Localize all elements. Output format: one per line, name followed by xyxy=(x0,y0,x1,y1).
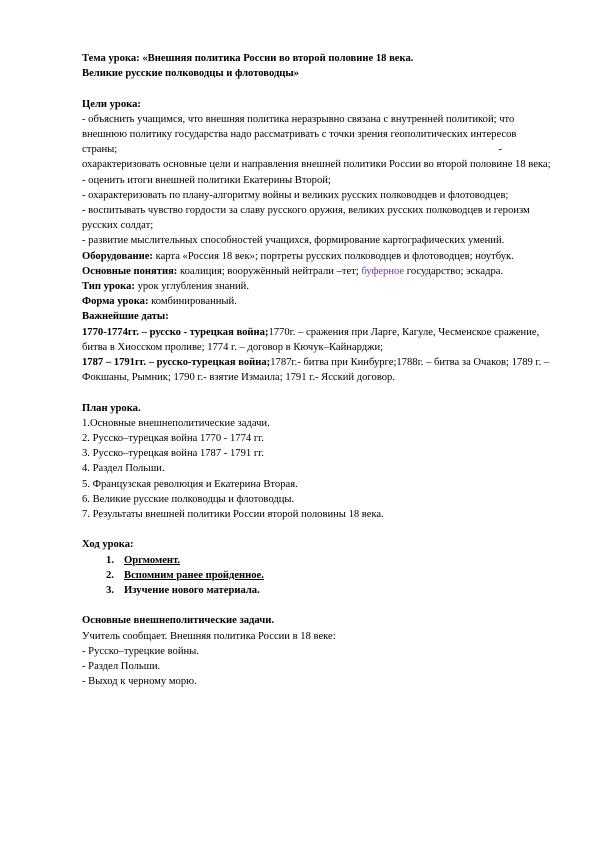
task-item: - Раздел Польши. xyxy=(82,661,161,673)
dates-heading: Важнейшие даты: xyxy=(82,311,169,323)
topic-title-line-1: «Внешняя политика России во второй половине 18 века. xyxy=(142,53,414,64)
goal-stray-dash: - xyxy=(498,144,502,156)
equipment-label: Оборудование: xyxy=(82,250,153,262)
lesson-form-line: Форма урока: комбинированный. xyxy=(82,296,237,308)
document-page xyxy=(82,51,552,689)
concepts-label: Основные понятия: xyxy=(82,265,178,277)
goal-item-6: - развитие мыслительных способностей учащихся, формирование картографических умений. xyxy=(82,235,505,247)
plan-item: 2. Русско–турецкая война 1770 - 1774 гг. xyxy=(82,433,264,445)
course-step-2: 2. Вспомним ранее пройденное. xyxy=(106,569,264,581)
course-step-3: 3. Изучение нового материала. xyxy=(106,585,260,597)
dates-war-1: 1770-1774гг. – русско - турецкая война;1770г. – сражения при Ларге, Кагуле, Чесменское сражение, битва в Хиосском проливе; 1774 г. – договор в Кючук–Кайнарджи; xyxy=(82,326,540,353)
lesson-type-line: Тип урока: урок углубления знаний. xyxy=(82,281,249,293)
topic-line-1 xyxy=(82,51,552,66)
plan-item: 5. Французская революция и Екатерина Вторая. xyxy=(82,478,298,490)
tasks-heading: Основные внешнеполитические задачи. xyxy=(82,615,274,627)
plan-item: 6. Великие русские полководцы и флотоводцы. xyxy=(82,493,295,505)
plan-item: 4. Раздел Польши. xyxy=(82,463,165,475)
plan-item: 1.Основные внешнеполитические задачи. xyxy=(82,417,270,429)
goal-item-4: - охарактеризовать по плану-алгоритму войны и великих русских полководцев и флотоводцев; xyxy=(82,189,509,201)
lesson-form-label: Форма урока: xyxy=(82,296,149,308)
goal-item-5: - воспитывать чувство гордости за славу русского оружия, великих русских полководцев и героизм русских солдат; xyxy=(82,205,530,232)
goal-item-1: - объяснить учащимся, что внешняя политика неразрывно связана с внутренней политикой; что внешнюю политику государства надо рассматривать с точки зрения геополитических интересов страны; - xyxy=(82,112,552,158)
equipment-text: карта «Россия 18 век»; портреты русских полководцев и флотоводцев; ноутбук. xyxy=(152,250,514,262)
tasks-intro: Учитель сообщает. Внешняя политика России в 18 веке: xyxy=(82,630,336,642)
course-heading: Ход урока: xyxy=(82,539,134,551)
goals-heading: Цели урока: xyxy=(82,98,141,110)
goal-item-2: охарактеризовать основные цели и направления внешней политики России во второй половине 18 века; xyxy=(82,159,551,171)
equipment-line xyxy=(82,249,552,264)
goal-item-3: - оценить итоги внешней политики Екатерины Второй; xyxy=(82,174,331,186)
plan-item: 7. Результаты внешней политики России второй половины 18 века. xyxy=(82,509,384,521)
topic-title-line-2: Великие русские полководцы и флотоводцы» xyxy=(82,68,299,80)
dates-war-2: 1787 – 1791гг. – русско-турецкая война;1787г.- битва при Кинбурге;1788г. – битва за Очаков; 1789 г. – Фокшаны, Рымник; 1790 г.- взятие Измаила; 1791 г.- Ясский договор. xyxy=(82,357,550,384)
topic-label: Тема урока: xyxy=(82,53,140,64)
lesson-type-label: Тип урока: xyxy=(82,281,135,293)
plan-heading: План урока. xyxy=(82,402,141,414)
concepts-highlight: буферное xyxy=(361,265,405,277)
task-item: - Русско–турецкие войны. xyxy=(82,645,199,657)
task-item: - Выход к черному морю. xyxy=(82,676,197,688)
course-steps xyxy=(82,553,552,599)
course-step-1: 1. Оргмомент. xyxy=(106,554,181,566)
concepts-line: Основные понятия: коалиция; вооружённый нейтрали –тет; буферное государство; эскадра. xyxy=(82,265,504,277)
plan-item: 3. Русско–турецкая война 1787 - 1791 гг. xyxy=(82,448,264,460)
